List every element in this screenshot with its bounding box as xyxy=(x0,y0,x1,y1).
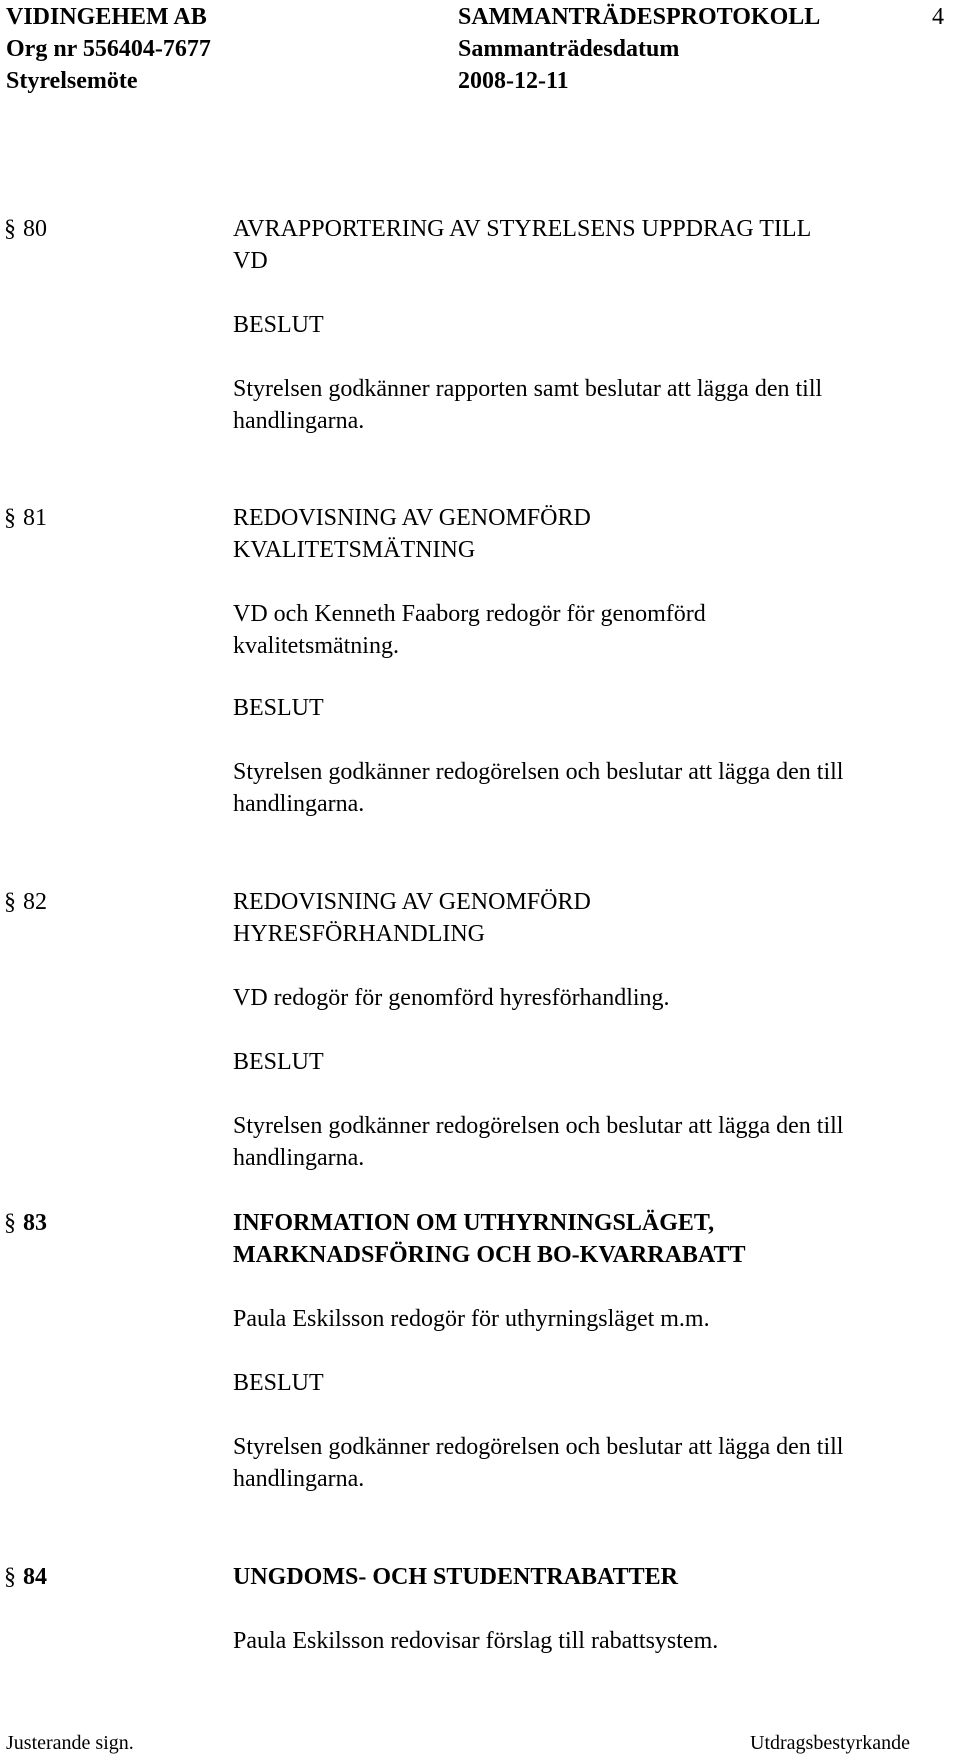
decision-line: Styrelsen godkänner redogörelsen och beslutar att lägga den till xyxy=(233,759,844,785)
date-label: Sammanträdesdatum xyxy=(458,36,680,62)
description-line: VD och Kenneth Faaborg redogör för genomförd xyxy=(233,601,706,627)
section-symbol: § xyxy=(4,889,16,915)
footer-justerande: Justerande sign. xyxy=(6,1732,134,1754)
section-symbol: § xyxy=(4,216,16,242)
decision-line: handlingarna. xyxy=(233,1145,365,1171)
decision-line: handlingarna. xyxy=(233,1466,365,1492)
decision-line: Styrelsen godkänner redogörelsen och beslutar att lägga den till xyxy=(233,1434,844,1460)
section-number: 84 xyxy=(23,1564,47,1590)
section-symbol: § xyxy=(4,1210,16,1236)
section-title xyxy=(233,213,953,277)
section-title xyxy=(233,1561,953,1593)
beslut-label: BESLUT xyxy=(233,1049,324,1075)
section-symbol: § xyxy=(4,1564,16,1590)
title-line: HYRESFÖRHANDLING xyxy=(233,921,486,947)
section-number: 82 xyxy=(23,889,47,915)
footer-utdrag: Utdragsbestyrkande xyxy=(750,1732,910,1754)
company-name: VIDINGEHEM AB xyxy=(6,4,207,30)
section-title xyxy=(233,502,953,566)
beslut-label: BESLUT xyxy=(233,312,324,338)
decision-line: Styrelsen godkänner redogörelsen och beslutar att lägga den till xyxy=(233,1113,844,1139)
title-line: AVRAPPORTERING AV STYRELSENS UPPDRAG TILL xyxy=(233,216,812,242)
description-line: Paula Eskilsson redogör för uthyrningsläget m.m. xyxy=(233,1306,710,1332)
section-number: 81 xyxy=(23,505,47,531)
meeting-date: 2008-12-11 xyxy=(458,68,569,94)
section-symbol: § xyxy=(4,505,16,531)
title-line: UNGDOMS- OCH STUDENTRABATTER xyxy=(233,1564,678,1590)
title-line: INFORMATION OM UTHYRNINGSLÄGET, xyxy=(233,1210,715,1236)
decision-line: handlingarna. xyxy=(233,408,365,434)
document-type: SAMMANTRÄDESPROTOKOLL xyxy=(458,4,821,30)
description-line: kvalitetsmätning. xyxy=(233,633,399,659)
title-line: REDOVISNING AV GENOMFÖRD xyxy=(233,505,591,531)
title-line: MARKNADSFÖRING OCH BO-KVARRABATT xyxy=(233,1242,746,1268)
org-number: Org nr 556404-7677 xyxy=(6,36,211,62)
page-number: 4 xyxy=(932,4,944,30)
title-line: KVALITETSMÄTNING xyxy=(233,537,476,563)
section-title xyxy=(233,1207,953,1271)
section-number: 80 xyxy=(23,216,47,242)
description-line: Paula Eskilsson redovisar förslag till rabattsystem. xyxy=(233,1628,719,1654)
description-line: VD redogör för genomförd hyresförhandling. xyxy=(233,985,670,1011)
beslut-label: BESLUT xyxy=(233,695,324,721)
meeting-type: Styrelsemöte xyxy=(6,68,138,94)
beslut-label: BESLUT xyxy=(233,1370,324,1396)
decision-line: Styrelsen godkänner rapporten samt beslutar att lägga den till xyxy=(233,376,823,402)
section-number: 83 xyxy=(23,1210,47,1236)
title-line: REDOVISNING AV GENOMFÖRD xyxy=(233,889,591,915)
section-title xyxy=(233,886,953,950)
title-line: VD xyxy=(233,248,268,274)
decision-line: handlingarna. xyxy=(233,791,365,817)
